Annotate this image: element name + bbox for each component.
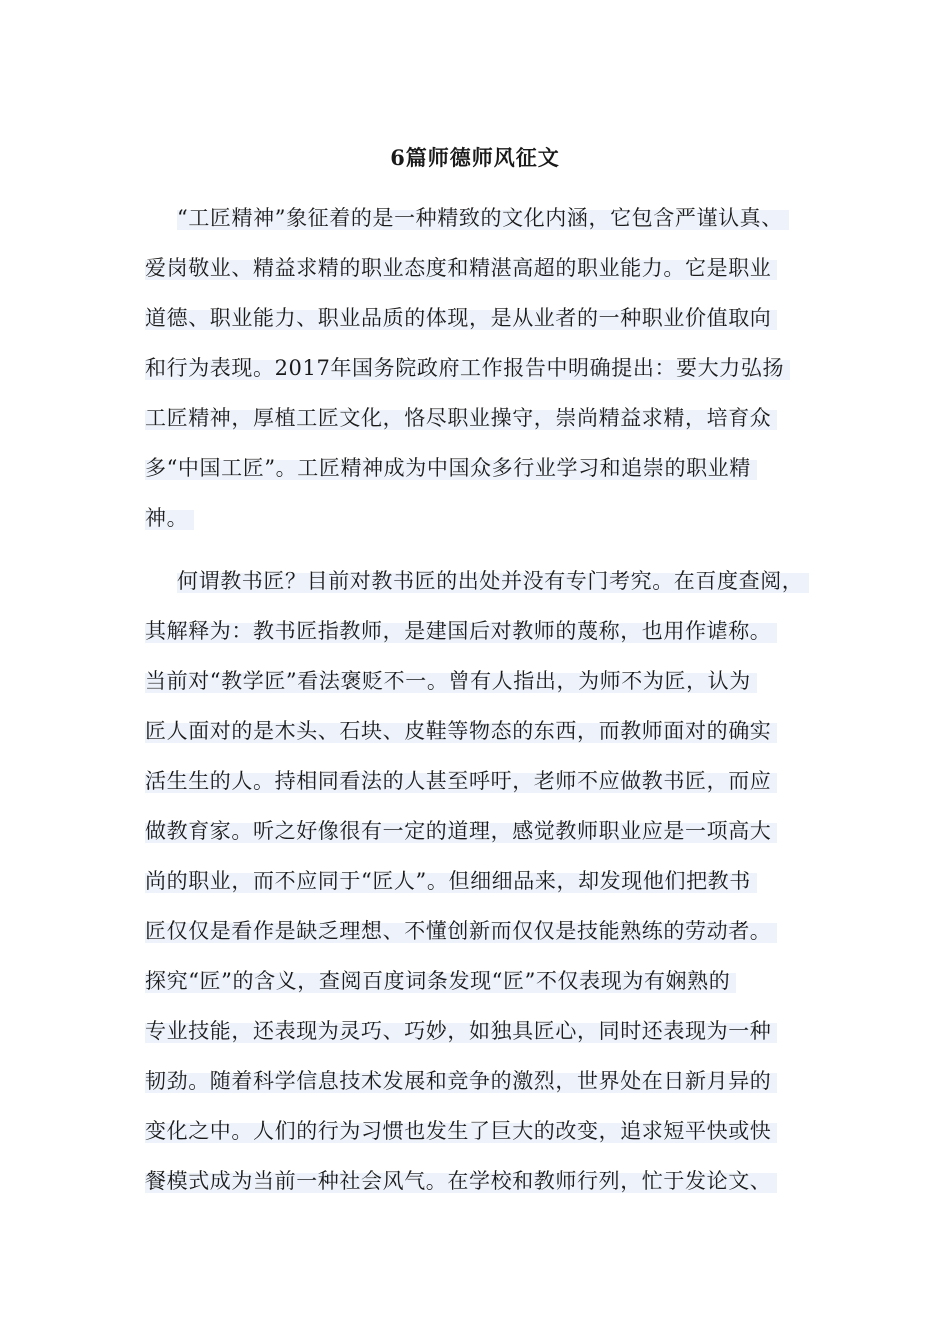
text-line [145, 963, 835, 1013]
text-line [145, 400, 835, 450]
text-line [145, 813, 835, 863]
text-line [145, 763, 835, 813]
text-line [145, 250, 835, 300]
text-line [145, 300, 835, 350]
line-text: 神。 [145, 506, 194, 530]
line-text: 探究“匠”的含义，查阅百度词条发现“匠”不仅表现为有娴熟的 [145, 969, 736, 993]
line-text: 餐模式成为当前一种社会风气。在学校和教师行列，忙于发论文、 [145, 1169, 777, 1193]
text-line [145, 613, 835, 663]
text-line [145, 1063, 835, 1113]
line-text: 何谓教书匠？目前对教书匠的出处并没有专门考究。在百度查阅， [177, 569, 809, 593]
line-text: 做教育家。听之好像很有一定的道理，感觉教师职业应是一项高大 [145, 819, 777, 843]
line-text: 和行为表现。2017年国务院政府工作报告中明确提出：要大力弘扬 [145, 356, 790, 380]
text-line [145, 713, 835, 763]
line-text: 工匠精神，厚植工匠文化，恪尽职业操守，崇尚精益求精，培育众 [145, 406, 777, 430]
text-line [145, 350, 835, 400]
text-line [145, 563, 835, 613]
text-line [145, 450, 835, 500]
document-title: 6篇师德师风征文 [390, 145, 560, 170]
text-line [145, 863, 835, 913]
text-line [145, 200, 835, 250]
line-text: 尚的职业，而不应同于“匠人”。但细细品来，却发现他们把教书 [145, 869, 757, 893]
line-text: 其解释为：教书匠指教师，是建国后对教师的蔑称，也用作谑称。 [145, 619, 777, 643]
line-text: 变化之中。人们的行为习惯也发生了巨大的改变，追求短平快或快 [145, 1119, 777, 1143]
paragraph-1 [145, 200, 835, 550]
text-line [145, 500, 835, 550]
line-text: 当前对“教学匠”看法褒贬不一。曾有人指出，为师不为匠，认为 [145, 669, 757, 693]
text-line [145, 913, 835, 963]
line-text: 韧劲。随着科学信息技术发展和竞争的激烈，世界处在日新月异的 [145, 1069, 777, 1093]
line-text: 匠人面对的是木头、石块、皮鞋等物态的东西，而教师面对的确实 [145, 719, 777, 743]
line-text: 专业技能，还表现为灵巧、巧妙，如独具匠心，同时还表现为一种 [145, 1019, 777, 1043]
line-text: 道德、职业能力、职业品质的体现，是从业者的一种职业价值取向 [145, 306, 777, 330]
text-line [145, 663, 835, 713]
line-text: 爱岗敬业、精益求精的职业态度和精湛高超的职业能力。它是职业 [145, 256, 777, 280]
line-text: 活生生的人。持相同看法的人甚至呼吁，老师不应做教书匠，而应 [145, 769, 777, 793]
line-text: 多“中国工匠”。工匠精神成为中国众多行业学习和追崇的职业精 [145, 456, 757, 480]
text-line [145, 1013, 835, 1063]
text-line [145, 1113, 835, 1163]
line-text: 匠仅仅是看作是缺乏理想、不懂创新而仅仅是技能熟练的劳动者。 [145, 919, 777, 943]
paragraph-2 [145, 563, 835, 1213]
text-line [145, 1163, 835, 1213]
line-text: “工匠精神”象征着的是一种精致的文化内涵，它包含严谨认真、 [177, 206, 789, 230]
